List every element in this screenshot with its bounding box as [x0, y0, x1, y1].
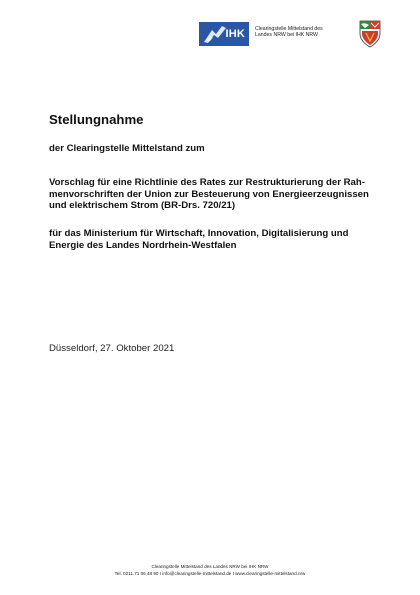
clearingstelle-caption-line2: Landes NRW bei IHK NRW: [255, 32, 318, 39]
proposal-line-2: menvorschriften der Union zur Besteuerung von Energieerzeugnissen: [49, 188, 369, 200]
footer-organization: Clearingstelle Mittelstand des Landes NRW bei IHK NRW: [151, 564, 269, 569]
ministry-line-1: für das Ministerium für Wirtschaft, Innovation, Digitalisierung und: [49, 228, 349, 239]
ministry-recipient: [49, 228, 389, 251]
ihk-logo-text: IHK: [225, 28, 245, 40]
document-date: Düsseldorf, 27. Oktober 2021: [49, 343, 175, 354]
footer-contact: Tel. 0211.71 06 48 90 I info@clearingstelle-mittelstand.de I www.clearingstelle-mittelstand.nrw: [114, 571, 306, 576]
document-subtitle: der Clearingstelle Mittelstand zum: [49, 143, 205, 154]
page-footer: [0, 563, 420, 577]
ihk-wing-icon: [202, 24, 228, 44]
proposal-line-3: und elektrischem Strom (BR-Drs. 720/21): [49, 200, 236, 212]
document-title: Stellungnahme: [49, 112, 144, 127]
proposal-line-1: Vorschlag für eine Richtlinie des Rates zur Restrukturierung der Rah-: [49, 177, 365, 188]
clearingstelle-caption-line1: Clearingstelle Mittelstand des: [255, 26, 323, 32]
nrw-coat-of-arms-icon: [359, 20, 381, 48]
ihk-logo: [199, 22, 249, 46]
proposal-title: [49, 177, 389, 212]
clearingstelle-caption: [255, 26, 347, 39]
ministry-line-2: Energie des Landes Nordrhein-Westfalen: [49, 239, 237, 251]
